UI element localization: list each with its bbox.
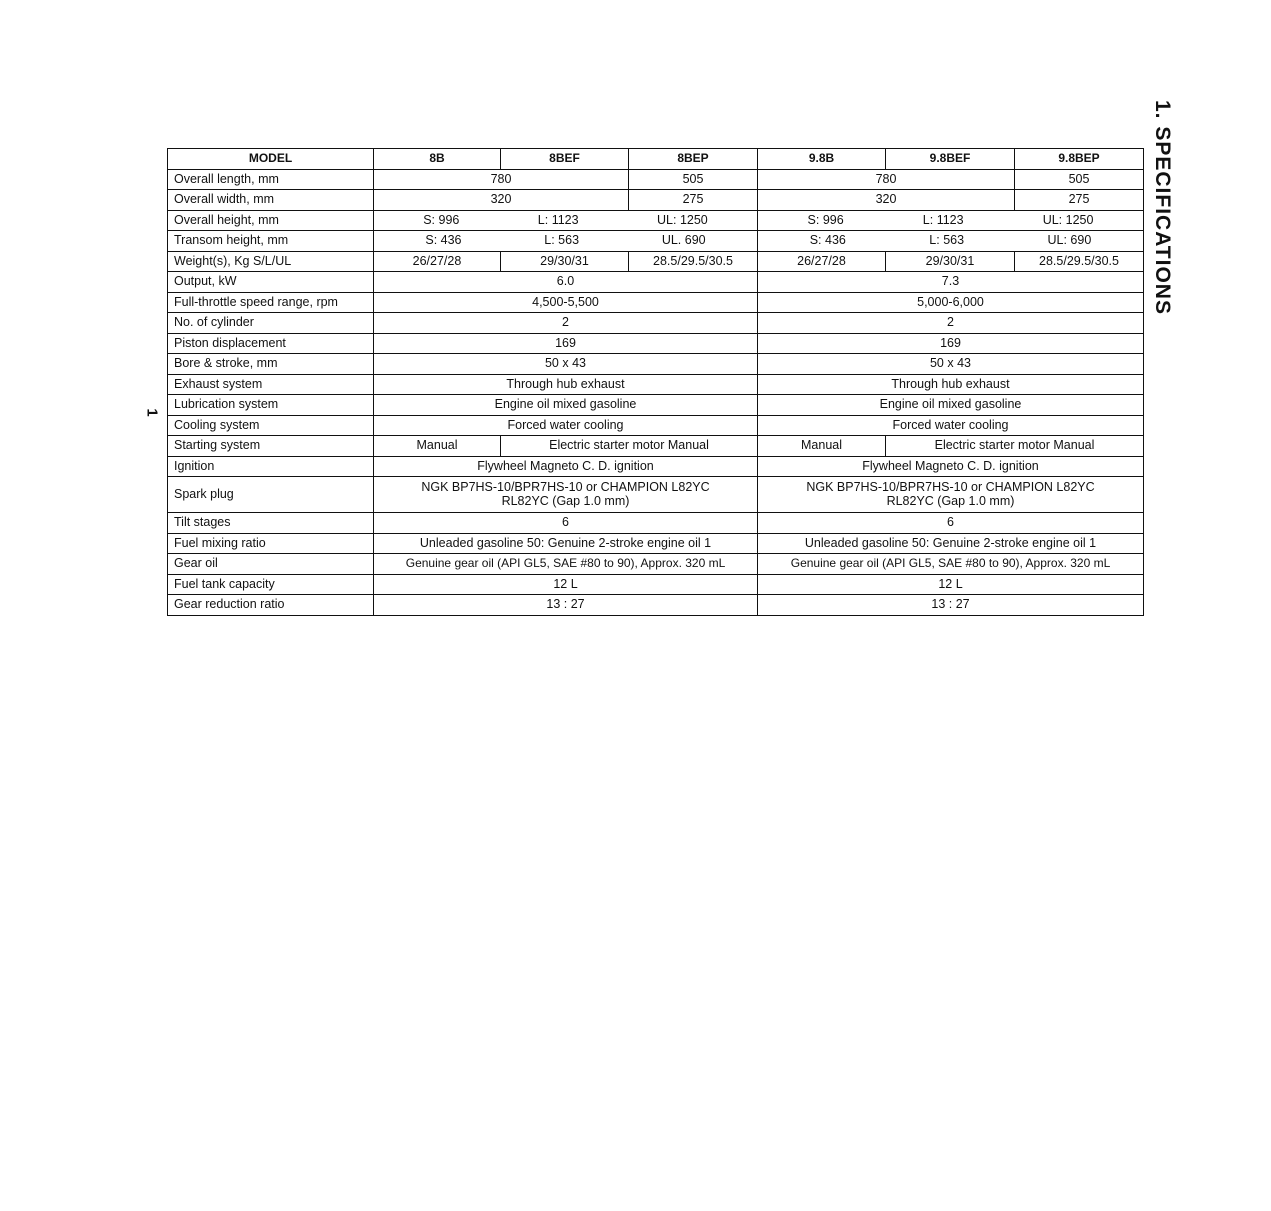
- table-cell: 780: [374, 169, 629, 190]
- table-cell: 6.0: [374, 272, 758, 293]
- table-cell: [758, 231, 1144, 252]
- table-row: [168, 533, 1144, 554]
- row-label: Cooling system: [168, 415, 374, 436]
- specifications-table: [167, 148, 1144, 616]
- table-cell: Genuine gear oil (API GL5, SAE #80 to 90), Approx. 320 mL: [374, 554, 758, 575]
- table-row: [168, 169, 1144, 190]
- table-row: [168, 574, 1144, 595]
- row-label: Output, kW: [168, 272, 374, 293]
- table-cell: 6: [758, 513, 1144, 534]
- table-cell: 50 x 43: [758, 354, 1144, 375]
- row-label: No. of cylinder: [168, 313, 374, 334]
- table-cell: 28.5/29.5/30.5: [629, 251, 758, 272]
- row-label: Weight(s), Kg S/L/UL: [168, 251, 374, 272]
- row-label: Exhaust system: [168, 374, 374, 395]
- spark-plug-line-1: NGK BP7HS-10/BPR7HS-10 or CHAMPION L82YC: [806, 480, 1095, 495]
- model-9-8bep: 9.8BEP: [1015, 149, 1144, 170]
- table-row: [168, 231, 1144, 252]
- value-ul: UL: 1250: [657, 212, 708, 227]
- model-8bep: 8BEP: [629, 149, 758, 170]
- row-label: Overall width, mm: [168, 190, 374, 211]
- value-ul: UL: 1250: [1042, 212, 1094, 227]
- table-cell: 6: [374, 513, 758, 534]
- table-cell: Genuine gear oil (API GL5, SAE #80 to 90), Approx. 320 mL: [758, 554, 1144, 575]
- table-cell: Through hub exhaust: [374, 374, 758, 395]
- table-cell: Engine oil mixed gasoline: [758, 395, 1144, 416]
- row-label: Piston displacement: [168, 333, 374, 354]
- table-cell: Electric starter motor Manual: [501, 436, 758, 457]
- table-cell: 29/30/31: [886, 251, 1015, 272]
- row-label: Overall height, mm: [168, 210, 374, 231]
- value-s: S: 436: [809, 233, 846, 248]
- model-9-8bef: 9.8BEF: [886, 149, 1015, 170]
- value-s: S: 436: [425, 233, 462, 248]
- table-cell: Manual: [374, 436, 501, 457]
- row-label: Fuel tank capacity: [168, 574, 374, 595]
- spark-plug-line-2: RL82YC (Gap 1.0 mm): [886, 493, 1015, 508]
- row-label: Lubrication system: [168, 395, 374, 416]
- table-cell: 13 : 27: [374, 595, 758, 616]
- row-label: Ignition: [168, 456, 374, 477]
- table-cell: 320: [758, 190, 1015, 211]
- row-label: Spark plug: [168, 477, 374, 513]
- table-row: [168, 595, 1144, 616]
- row-label: Overall length, mm: [168, 169, 374, 190]
- section-title: 1. SPECIFICATIONS: [1151, 100, 1174, 315]
- value-l: L: 1123: [537, 212, 579, 227]
- spark-plug-line-1: NGK BP7HS-10/BPR7HS-10 or CHAMPION L82YC: [421, 480, 710, 495]
- table-cell: 26/27/28: [374, 251, 501, 272]
- table-cell: 7.3: [758, 272, 1144, 293]
- table-cell: Forced water cooling: [374, 415, 758, 436]
- table-row: [168, 395, 1144, 416]
- table-cell: 12 L: [758, 574, 1144, 595]
- row-label: Bore & stroke, mm: [168, 354, 374, 375]
- table-cell: Manual: [758, 436, 886, 457]
- table-cell: 505: [1015, 169, 1144, 190]
- row-label: Tilt stages: [168, 513, 374, 534]
- table-cell: 2: [374, 313, 758, 334]
- table-cell: 28.5/29.5/30.5: [1015, 251, 1144, 272]
- table-row: [168, 374, 1144, 395]
- model-9-8b: 9.8B: [758, 149, 886, 170]
- value-s: S: 996: [807, 212, 844, 227]
- table-row: [168, 456, 1144, 477]
- table-cell: [374, 477, 758, 513]
- row-label: Starting system: [168, 436, 374, 457]
- table-header-row: [168, 149, 1144, 170]
- value-ul: UL: 690: [1047, 233, 1092, 248]
- model-8b: 8B: [374, 149, 501, 170]
- table-cell: 780: [758, 169, 1015, 190]
- table-cell: 12 L: [374, 574, 758, 595]
- table-cell: 5,000-6,000: [758, 292, 1144, 313]
- value-ul: UL. 690: [661, 233, 706, 248]
- table-cell: Flywheel Magneto C. D. ignition: [374, 456, 758, 477]
- table-cell: Flywheel Magneto C. D. ignition: [758, 456, 1144, 477]
- table-cell: 2: [758, 313, 1144, 334]
- row-label: Transom height, mm: [168, 231, 374, 252]
- table-cell: 29/30/31: [501, 251, 629, 272]
- table-cell: [374, 231, 758, 252]
- table-row: [168, 333, 1144, 354]
- table-cell: Electric starter motor Manual: [886, 436, 1144, 457]
- table-cell: Through hub exhaust: [758, 374, 1144, 395]
- table-row: [168, 210, 1144, 231]
- table-cell: 26/27/28: [758, 251, 886, 272]
- table-row: [168, 415, 1144, 436]
- table-cell: Forced water cooling: [758, 415, 1144, 436]
- table-cell: [758, 477, 1144, 513]
- table-cell: 169: [374, 333, 758, 354]
- table-row: [168, 554, 1144, 575]
- table-cell: 505: [629, 169, 758, 190]
- table-cell: Unleaded gasoline 50: Genuine 2-stroke engine oil 1: [374, 533, 758, 554]
- table-cell: 50 x 43: [374, 354, 758, 375]
- value-l: L: 563: [929, 233, 965, 248]
- margin-mark: 1: [143, 408, 161, 417]
- table-row: [168, 251, 1144, 272]
- row-label: Fuel mixing ratio: [168, 533, 374, 554]
- table-row: [168, 436, 1144, 457]
- table-row: [168, 354, 1144, 375]
- table-cell: 320: [374, 190, 629, 211]
- table-row: [168, 190, 1144, 211]
- row-label: Full-throttle speed range, rpm: [168, 292, 374, 313]
- table-row: [168, 513, 1144, 534]
- table-row: [168, 477, 1144, 513]
- model-8bef: 8BEF: [501, 149, 629, 170]
- table-cell: Engine oil mixed gasoline: [374, 395, 758, 416]
- table-cell: Unleaded gasoline 50: Genuine 2-stroke engine oil 1: [758, 533, 1144, 554]
- value-l: L: 563: [544, 233, 580, 248]
- model-header: MODEL: [168, 149, 374, 170]
- value-l: L: 1123: [922, 212, 964, 227]
- value-s: S: 996: [423, 212, 460, 227]
- row-label: Gear reduction ratio: [168, 595, 374, 616]
- table-cell: [374, 210, 758, 231]
- table-cell: [758, 210, 1144, 231]
- table-cell: 275: [629, 190, 758, 211]
- table-row: [168, 272, 1144, 293]
- table-cell: 4,500-5,500: [374, 292, 758, 313]
- row-label: Gear oil: [168, 554, 374, 575]
- table-row: [168, 313, 1144, 334]
- table-cell: 169: [758, 333, 1144, 354]
- spark-plug-line-2: RL82YC (Gap 1.0 mm): [501, 493, 630, 508]
- table-cell: 275: [1015, 190, 1144, 211]
- table-row: [168, 292, 1144, 313]
- table-cell: 13 : 27: [758, 595, 1144, 616]
